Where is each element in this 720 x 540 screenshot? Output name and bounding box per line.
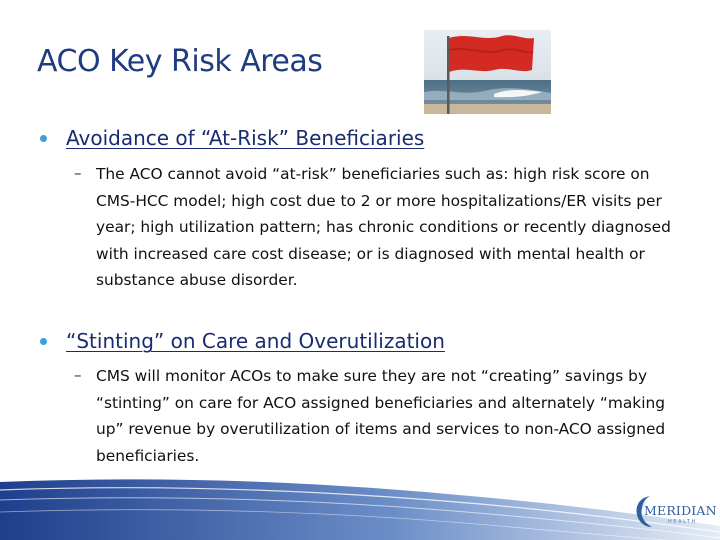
footer-wave-band: [0, 470, 720, 540]
slide-title: ACO Key Risk Areas: [37, 44, 323, 79]
bullet-2: [40, 329, 690, 355]
sub-bullet-2: [74, 363, 694, 473]
logo-tagline: HEALTH: [668, 519, 697, 525]
bullet-dot-icon: [40, 135, 47, 142]
bullet-1: [40, 126, 690, 152]
sub-bullet-text: CMS will monitor ACOs to make sure they are not “creating” savings by “stinting” on care for ACO assigned beneficiaries and alternately “making up” revenue by overutilization of items and services to non-ACO assigned beneficiaries.: [96, 367, 666, 465]
meridian-health-logo: [632, 490, 717, 530]
dash-marker: –: [74, 366, 82, 384]
sub-bullet-1: [74, 161, 694, 321]
logo-wordmark: MERIDIAN: [644, 503, 717, 518]
sub-bullet-text: The ACO cannot avoid “at-risk” beneficiaries such as: high risk score on CMS-HCC model; high cost due to 2 or more hospitalizations/ER visits per year; high utilization pattern; has chronic conditions or recently diagnosed with increased care cost disease; or is diagnosed with mental health or substance abuse disorder.: [96, 165, 671, 289]
bullet-heading: Avoidance of “At-Risk” Beneficiaries: [66, 126, 425, 150]
bullet-heading: “Stinting” on Care and Overutilization: [66, 329, 445, 353]
bullet-dot-icon: [40, 338, 47, 345]
red-flag-photo: [424, 30, 551, 114]
dash-marker: –: [74, 164, 82, 182]
